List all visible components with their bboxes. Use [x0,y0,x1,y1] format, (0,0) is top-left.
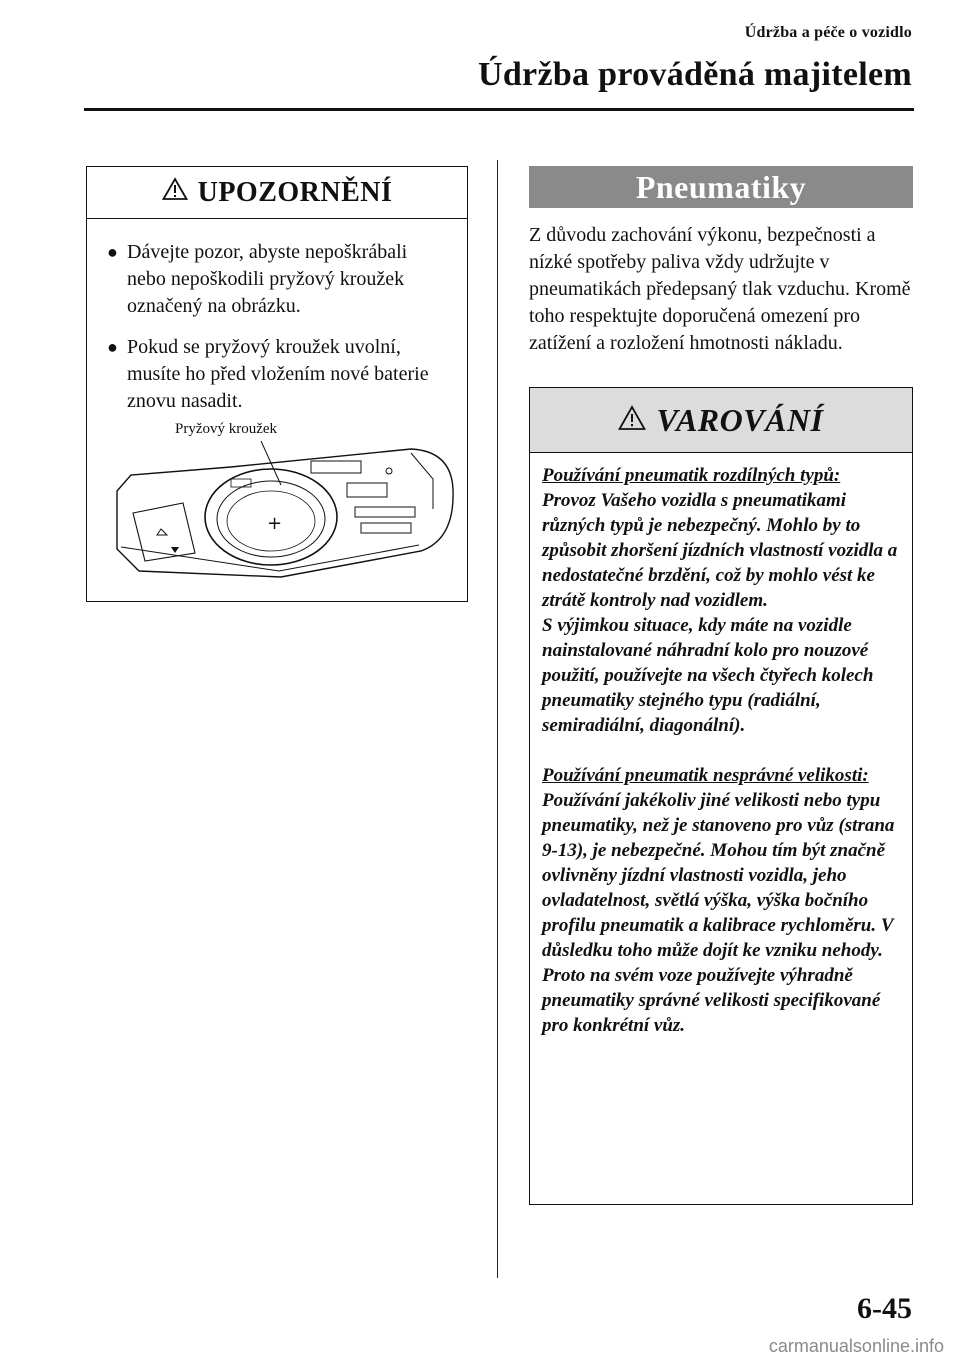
page-title: Údržba prováděná majitelem [477,56,912,93]
watermark: carmanualsonline.info [768,1336,944,1356]
key-battery-figure [111,439,455,579]
column-divider [497,160,498,1278]
bullet-icon: ● [107,242,118,262]
warning-text: Provoz Vašeho vozidla s pneumatikami různých typů je nebezpečný. Mohlo by to způsobit zhoršení jízdních vlastností vozidla a nedostatečné brzdění, což by mohlo vést ke ztrátě kontroly nad vozidlem. [542,490,898,611]
caution-list [87,219,467,415]
warning-subheading: Používání pneumatik nesprávné velikosti: [542,765,869,786]
warning-body [530,453,912,1038]
warning-title: VAROVÁNÍ [656,401,824,438]
header-rule [84,108,914,111]
figure-label: Pryžový kroužek [175,421,278,437]
warning-text: Používání jakékoliv jiné velikosti nebo typu pneumatiky, než je stanoveno pro vůz (strana 9-13), je nebezpečné. Mohou tím být značně ovlivněny jízdní vlastnosti vozidla, jeho ovladatelnost, světlá výška, výška bočního profilu pneumatik a kalibrace rychloměru. V důsledku toho může dojít ke vzniku nehody. Proto na svém voze používejte výhradně pneumatiky správné velikosti specifikované pro konkrétní vůz. [542,790,895,1036]
caution-item-text: Pokud se pryžový kroužek uvolní, musíte ho před vložením nové baterie znovu nasadit. [127,336,429,412]
caution-title: UPOZORNĚNÍ [197,176,393,208]
spacer [542,738,900,763]
svg-text:+: + [267,513,283,534]
warning-triangle-icon [162,177,188,209]
warning-text: S výjimkou situace, kdy máte na vozidle nainstalované náhradní kolo pro nouzové použití, používejte na všech čtyřech kolech pneumatiky stejného typu (radiální, semiradiální, diagonální). [542,615,874,736]
caution-item [107,334,449,415]
caution-item-text: Dávejte pozor, abyste nepoškrábali nebo nepoškodili pryžový kroužek označený na obrázku. [127,241,408,317]
bullet-icon: ● [107,337,118,357]
chapter-header: Údržba a péče o vozidlo [744,24,912,41]
section-title: Pneumatiky [529,166,913,208]
caution-header [87,167,467,219]
warning-header [530,388,912,453]
page-number: 6-45 [857,1292,912,1325]
warning-box [529,387,913,1205]
caution-item [107,239,449,320]
section-intro: Z důvodu zachování výkonu, bezpečnosti a nízké spotřeby paliva vždy udržujte v pneumatikách předepsaný tlak vzduchu. Kromě toho respektujte doporučená omezení pro zatížení a rozložení hmotnosti nákladu. [529,224,911,354]
warning-subheading: Používání pneumatik rozdílných typů: [542,465,841,486]
warning-triangle-icon [618,402,646,439]
caution-box [86,166,468,602]
